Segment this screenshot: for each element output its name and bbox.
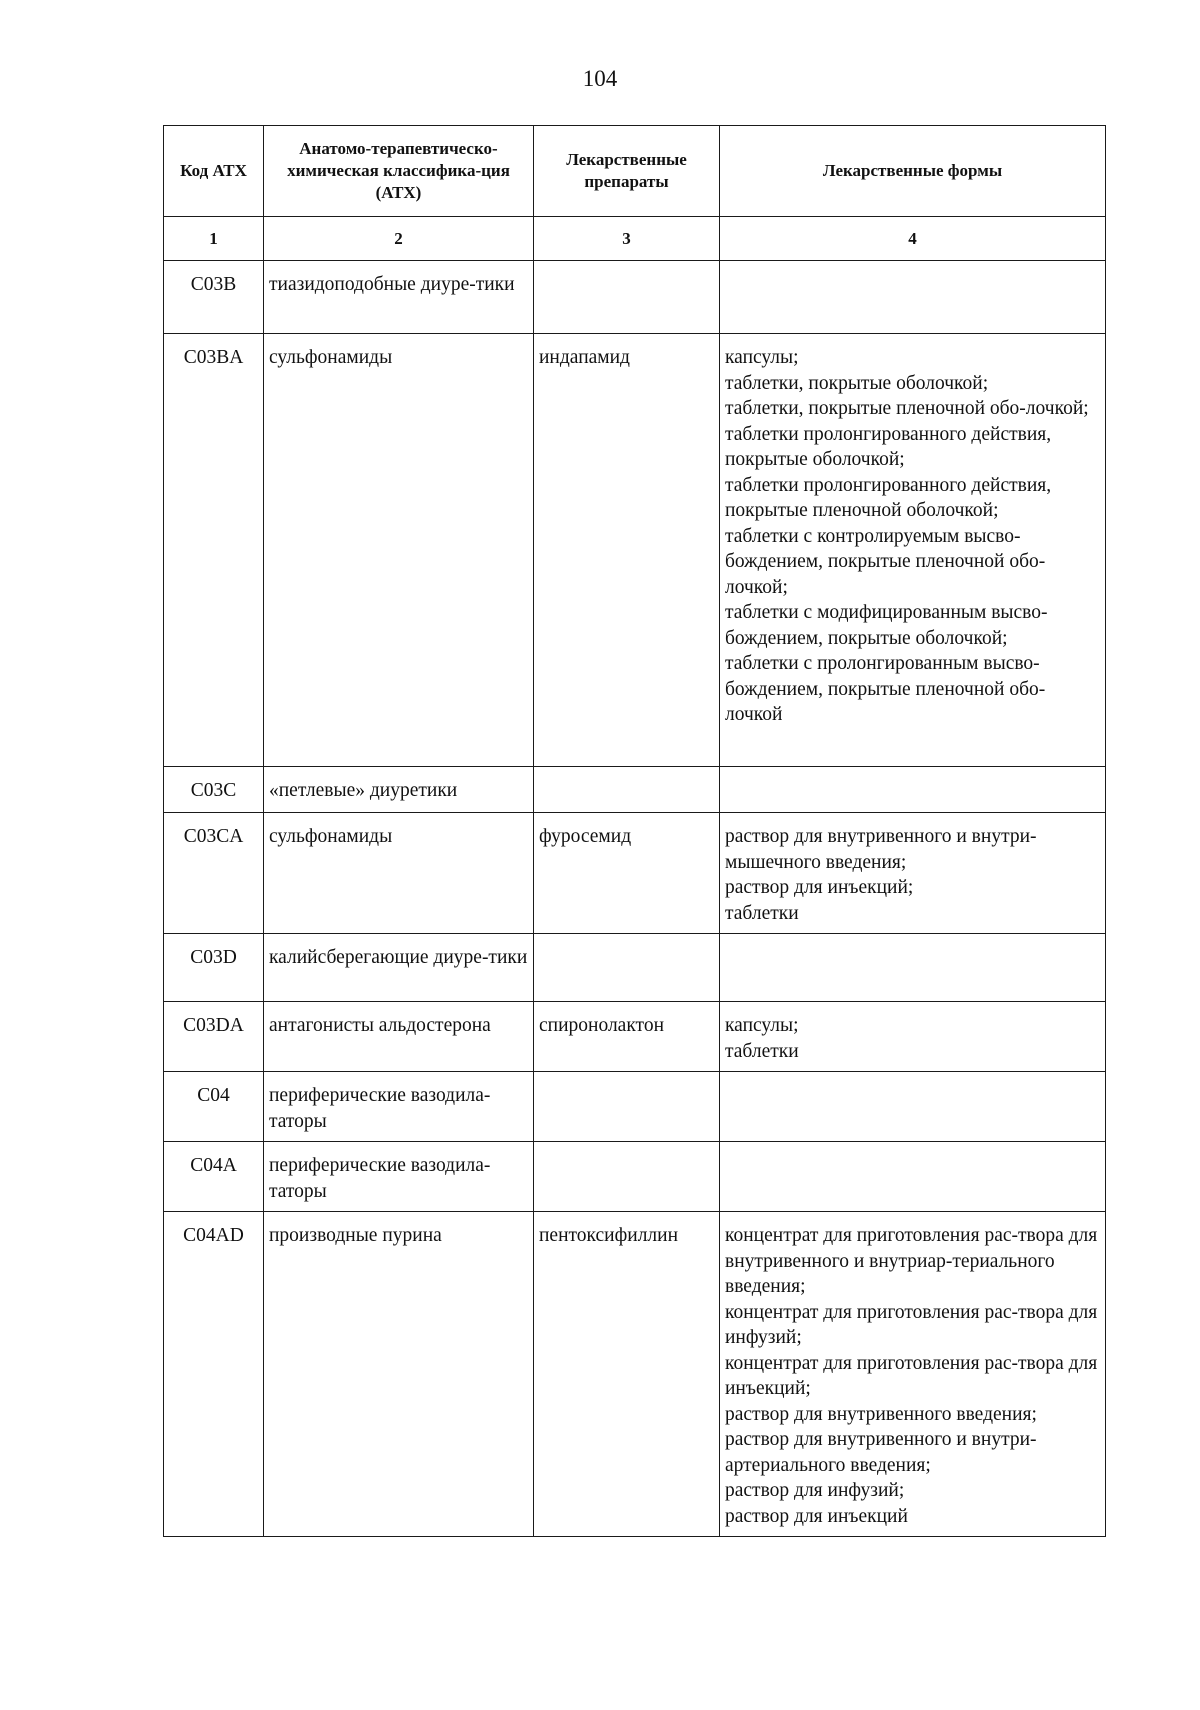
dosage-form-item: раствор для внутривенного введения; bbox=[725, 1403, 1037, 1425]
atc-code-cell: C04AD bbox=[164, 1212, 264, 1537]
classification-cell: сульфонамиды bbox=[264, 813, 534, 934]
dosage-form-item: таблетки bbox=[725, 902, 799, 924]
dosage-form-item: концентрат для приготовления рас-твора для инъекций; bbox=[725, 1352, 1098, 1399]
column-number: 4 bbox=[720, 217, 1106, 261]
column-number-row bbox=[164, 217, 1106, 261]
header-row bbox=[164, 126, 1106, 217]
dosage-form-item: капсулы; bbox=[725, 1015, 799, 1036]
drug-name-cell: индапамид bbox=[534, 334, 720, 767]
classification-cell: производные пурина bbox=[264, 1212, 534, 1537]
table-row bbox=[164, 813, 1106, 934]
drug-name-cell bbox=[534, 261, 720, 334]
table-row bbox=[164, 261, 1106, 334]
atc-code-cell: C03CA bbox=[164, 813, 264, 934]
table-row bbox=[164, 767, 1106, 813]
atc-code-cell: C03D bbox=[164, 934, 264, 1002]
dosage-form-item: таблетки bbox=[725, 1040, 799, 1062]
dosage-form-item: раствор для внутривенного и внутри-мышечного введения; bbox=[725, 826, 1037, 873]
dosage-form-item: таблетки пролонгированного действия, покрытые оболочкой; bbox=[725, 423, 1052, 470]
dosage-form-item: раствор для инфузий; bbox=[725, 1480, 905, 1501]
dosage-form-item: таблетки, покрытые пленочной обо-лочкой; bbox=[725, 398, 1089, 419]
atc-code-cell: C04 bbox=[164, 1072, 264, 1142]
classification-cell: антагонисты альдостерона bbox=[264, 1002, 534, 1072]
atc-code-cell: C04A bbox=[164, 1142, 264, 1212]
dosage-forms-cell bbox=[720, 1212, 1106, 1537]
dosage-form-item: капсулы; bbox=[725, 347, 799, 368]
header-drugs: Лекарственные препараты bbox=[534, 126, 720, 217]
dosage-form-item: таблетки с контролируемым высво-бождением, покрытые пленочной обо-лочкой; bbox=[725, 525, 1046, 598]
dosage-form-item: раствор для внутривенного и внутри-артериального введения; bbox=[725, 1429, 1037, 1476]
classification-cell: периферические вазодила-таторы bbox=[264, 1072, 534, 1142]
table-body bbox=[164, 261, 1106, 1537]
table-row bbox=[164, 1212, 1106, 1537]
atc-code-cell: C03BA bbox=[164, 334, 264, 767]
classification-cell: периферические вазодила-таторы bbox=[264, 1142, 534, 1212]
header-atc-classification: Анатомо-терапевтическо-химическая классифика-ция (АТХ) bbox=[264, 126, 534, 217]
drug-name-cell: пентоксифиллин bbox=[534, 1212, 720, 1537]
atc-code-cell: C03C bbox=[164, 767, 264, 813]
dosage-form-item: раствор для инъекций; bbox=[725, 877, 914, 898]
dosage-form-item: раствор для инъекций bbox=[725, 1505, 908, 1527]
dosage-forms-cell bbox=[720, 1072, 1106, 1142]
drug-name-cell: спиронолактон bbox=[534, 1002, 720, 1072]
column-number: 1 bbox=[164, 217, 264, 261]
atc-drug-table bbox=[163, 125, 1106, 1537]
table-row bbox=[164, 334, 1106, 767]
classification-cell: калийсберегающие диуре-тики bbox=[264, 934, 534, 1002]
table-row bbox=[164, 1072, 1106, 1142]
table-row bbox=[164, 934, 1106, 1002]
dosage-forms-cell bbox=[720, 767, 1106, 813]
drug-name-cell: фуросемид bbox=[534, 813, 720, 934]
drug-name-cell bbox=[534, 1072, 720, 1142]
dosage-form-item: концентрат для приготовления рас-твора для инфузий; bbox=[725, 1301, 1098, 1348]
drug-name-cell bbox=[534, 934, 720, 1002]
dosage-forms-cell bbox=[720, 934, 1106, 1002]
classification-cell: сульфонамиды bbox=[264, 334, 534, 767]
column-number: 3 bbox=[534, 217, 720, 261]
dosage-forms-cell bbox=[720, 261, 1106, 334]
drug-name-cell bbox=[534, 767, 720, 813]
classification-cell: «петлевые» диуретики bbox=[264, 767, 534, 813]
page-number: 104 bbox=[582, 66, 618, 91]
atc-code-cell: C03DA bbox=[164, 1002, 264, 1072]
atc-code-cell: C03B bbox=[164, 261, 264, 334]
table-row bbox=[164, 1002, 1106, 1072]
classification-cell: тиазидоподобные диуре-тики bbox=[264, 261, 534, 334]
table-row bbox=[164, 1142, 1106, 1212]
header-dosage-forms: Лекарственные формы bbox=[720, 126, 1106, 217]
dosage-forms-cell bbox=[720, 813, 1106, 934]
drug-name-cell bbox=[534, 1142, 720, 1212]
dosage-form-item: таблетки, покрытые оболочкой; bbox=[725, 372, 989, 394]
dosage-forms-cell bbox=[720, 1002, 1106, 1072]
column-number: 2 bbox=[264, 217, 534, 261]
dosage-form-item: таблетки пролонгированного действия, покрытые пленочной оболочкой; bbox=[725, 474, 1052, 521]
header-atc-code: Код АТХ bbox=[164, 126, 264, 217]
dosage-forms-cell bbox=[720, 1142, 1106, 1212]
dosage-form-item: таблетки с пролонгированным высво-бождением, покрытые пленочной обо-лочкой bbox=[725, 653, 1046, 725]
dosage-form-item: таблетки с модифицированным высво-бождением, покрытые оболочкой; bbox=[725, 602, 1048, 649]
dosage-forms-cell bbox=[720, 334, 1106, 767]
dosage-form-item: концентрат для приготовления рас-твора для внутривенного и внутриар-териального введения; bbox=[725, 1225, 1098, 1297]
